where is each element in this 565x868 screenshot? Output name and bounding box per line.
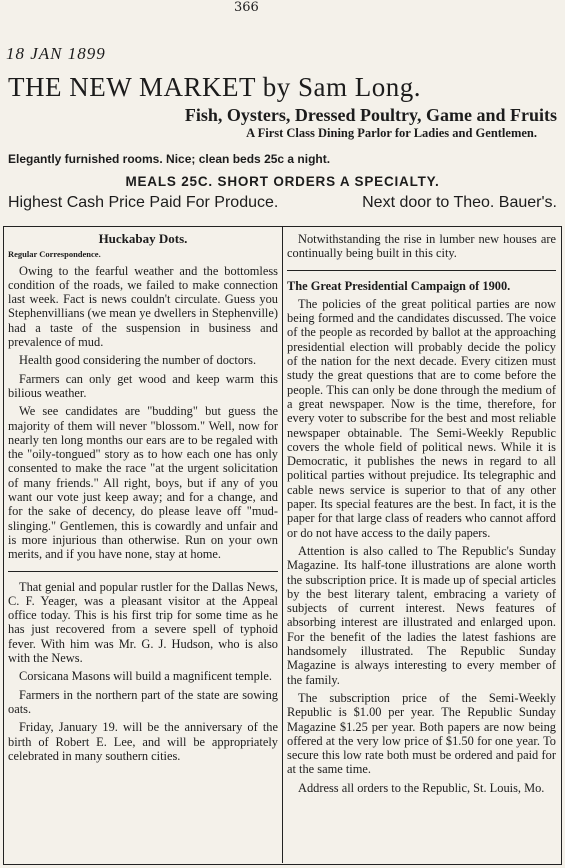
- section-rule: [287, 270, 556, 271]
- article-paragraph: That genial and popular rustler for the Dallas News, C. F. Yeager, was a pleasant visitor at the Appeal office today. This is his first trip for some time as he has just recovered from a severe spell of typhoid fever. With him was Mr. G. J. Hudson, who is also with the News.: [8, 579, 278, 666]
- article-paragraph: We see candidates are "budding" but guess the majority of them will never "blossom." Well, now for nearly ten long months our ears are to be regaled with the "oily-tongued" story as to how each one has only consented to make the race "at the urgent solicitation of many friends." All right, boys, but if any of you want our vote just keep away; and for a change, and for the sake of decency, do please leave off "mud-slinging." Gentlemen, this is cowardly and unfair and is more injurious than otherwise. Run on your own merits, and if you have none, stay at home.: [8, 404, 278, 562]
- lumber-paragraph: Notwithstanding the rise in lumber new houses are continually being built in this city.: [287, 232, 556, 261]
- right-column: [287, 232, 556, 799]
- huckabay-byline: Regular Correspondence.: [8, 249, 101, 260]
- left-column: [8, 232, 278, 767]
- article-paragraph: Owing to the fearful weather and the bottomless condition of the roads, we failed to make connection last week. Fact is news couldn't circulate. Guess you Stephenvillians (we mean ye dwellers in Stephenville) had a taste of the suspension in business and prevalence of mud.: [8, 263, 278, 350]
- masthead-products: Fish, Oysters, Dressed Poultry, Game and Fruits: [184, 105, 557, 125]
- article-paragraph: Corsicana Masons will build a magnificent temple.: [19, 669, 272, 684]
- page-number: 366: [234, 0, 259, 15]
- section-rule: [8, 571, 278, 572]
- article-paragraph: The policies of the great political parties are now being formed and the candidates discussed. The voice of the people as recorded by ballot at the approaching presidential election will probably decide the policy of the nation for the next decade. Every citizen must study the great questions that are to come before the people. This can only be done through the medium of a great newspaper. Now is the time, therefore, for every voter to subscribe for the best and most reliable newspaper obtainable. The Semi-Weekly Republic covers the whole field of political news. While it is Democratic, it publishes the news in regard to all political parties without prejudice. Its telegraphic and cable news service is superior to that of any other paper. Its special features are the best. In fact, it is the paper for that large class of readers who cannot afford or do not have access to the daily papers.: [287, 296, 556, 540]
- masthead-rooms: Elegantly furnished rooms. Nice; clean beds 25c a night.: [8, 152, 331, 166]
- article-paragraph: Friday, January 19. will be the anniversary of the birth of Robert E. Lee, and will be appropriately celebrated in many southern cities.: [8, 720, 278, 763]
- masthead-title: THE NEW MARKET by Sam Long.: [8, 72, 421, 102]
- masthead-produce: Highest Cash Price Paid For Produce.: [8, 194, 279, 211]
- masthead-footer-line: [8, 194, 557, 212]
- article-paragraph: Farmers in the northern part of the state are sowing oats.: [8, 687, 278, 716]
- article-paragraph: Health good considering the number of doctors.: [19, 353, 257, 368]
- masthead-dining-parlor: A First Class Dining Parlor for Ladies and Gentlemen.: [246, 126, 537, 140]
- article-paragraph: Attention is also called to The Republic's Sunday Magazine. Its half-tone illustrations are alone worth the subscription price. It is made up of special articles by the best literary talent, embracing a variety of subjects of current interest. News features of absorbing interest are illustrated and enlarged upon. For the benefit of the ladies the latest fashions are handsomely illustrated. The Republic Sunday Magazine is always interesting to every member of the family.: [287, 543, 556, 687]
- masthead-meals: MEALS 25C. SHORT ORDERS A SPECIALTY.: [125, 174, 440, 189]
- handwritten-date: 18 JAN 1899: [6, 44, 106, 63]
- article-paragraph: The subscription price of the Semi-Weekly Republic is $1.00 per year. The Republic Sunday Magazine $1.25 per year. Both papers are now being offered at the very low price of $1.50 for one year. To secure this low rate both must be ordered and paid for at the same time.: [287, 690, 556, 777]
- article-paragraph: Address all orders to the Republic, St. Louis, Mo.: [298, 780, 545, 795]
- masthead-location: Next door to Theo. Bauer's.: [362, 194, 557, 211]
- huckabay-headline: Huckabay Dots.: [98, 231, 188, 246]
- column-divider: [282, 226, 283, 863]
- campaign-headline: The Great Presidential Campaign of 1900.: [287, 278, 511, 293]
- article-paragraph: Farmers can only get wood and keep warm this bilious weather.: [8, 371, 278, 400]
- masthead-advertisement: [8, 72, 557, 212]
